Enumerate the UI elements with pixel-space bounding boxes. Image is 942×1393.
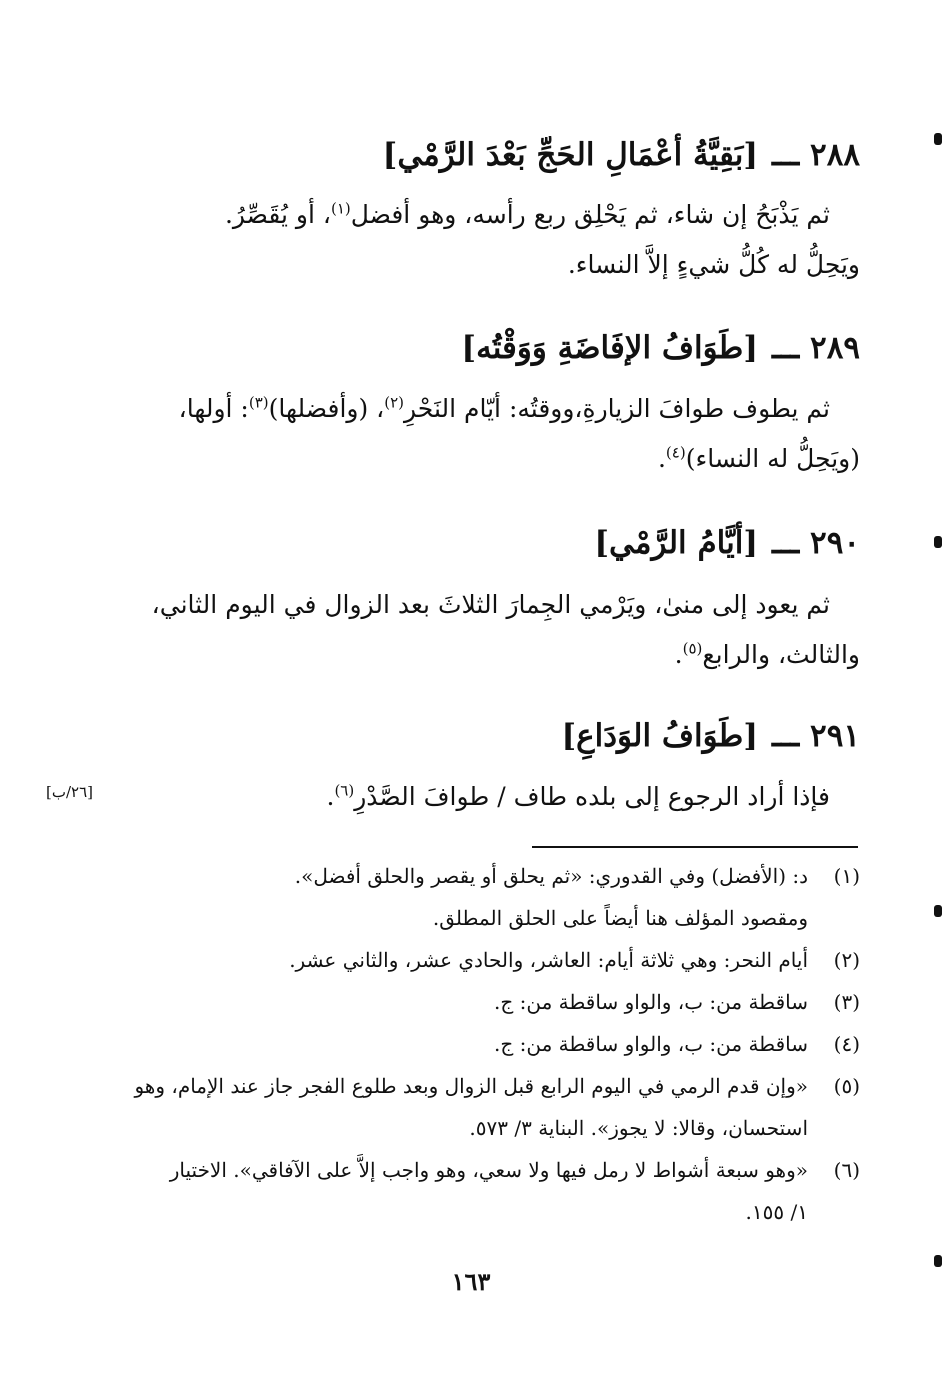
section-heading-290 [160,521,860,565]
footnote-line: استحسان، وقالا: لا يجوز». البناية ٣/ ٥٧٣. [469,1116,808,1140]
section-heading-288 [160,133,860,177]
footnotes [100,855,860,1233]
section-title: [بَقِيَّةُ أعْمَالِ الحَجِّ بَعْدَ الرَّمْي] [382,137,758,173]
line-text: . [657,444,666,473]
section-title: [أيَّامُ الرَّمْي] [594,525,758,561]
line-text: ثم يطوف طوافَ الزيارةِ،ووقتُه: أيّام النَحْرِ [404,394,830,423]
section-title: [طَوَافُ الإفَاضَةِ وَوَقْتُه] [461,330,758,366]
footnote-ref: (٥) [682,639,703,658]
scan-edge-mark [934,133,942,145]
line-text: والثالث، والرابع [702,640,860,669]
footnote-ref: (١) [330,199,351,218]
footnote-number: (١) [833,864,860,888]
footnote-line: ساقطة من: ب، والواو ساقطة من: ج. [494,1032,808,1056]
footnote-5 [100,1065,860,1149]
scan-edge-mark [934,536,942,548]
page-number: ١٦٣ [451,1267,491,1296]
footnote-line: «وهو سبعة أشواط لا رمل فيها ولا سعي، وهو واجب إلاَّ على الآفاقي». الاختيار [169,1158,808,1182]
footnote-line: أيام النحر: وهي ثلاثة أيام: العاشر، والحادي عشر، والثاني عشر. [289,948,808,972]
footnote-ref: (٤) [665,443,686,462]
line-text: ثم يَذْبَحُ إن شاء، ثم يَحْلِق ربع رأسه، وهو أفضل [350,200,830,229]
paragraph-line [140,190,860,240]
line-text: ، أو يُقَصِّرُ. [224,200,331,229]
footnote-text [100,1149,808,1233]
manuscript-folio-note: [٢٦/ب] [46,783,94,801]
section-number: ٢٩٠ ـــ [772,525,860,561]
section-body-291 [140,772,860,822]
footnote-ref: (٢) [384,393,405,412]
footnote-text [100,939,808,981]
footnote-text [100,981,808,1023]
footnote-1 [100,855,860,939]
scan-edge-mark [934,905,942,917]
footnote-text [100,855,808,939]
paragraph-line [140,434,860,484]
section-body-290 [140,580,860,680]
footnote-text [100,1065,808,1149]
paragraph-line [140,240,860,290]
line-text: فإذا أراد الرجوع إلى بلده طاف / طوافَ الصَّدْرِ [354,782,830,811]
footnote-line: ساقطة من: ب، والواو ساقطة من: ج. [494,990,808,1014]
line-text: . [326,782,335,811]
line-text: ، (وأفضلها) [268,394,385,423]
scan-edge-mark [934,1255,942,1267]
footnote-ref: (٦) [334,781,355,800]
line-text: ثم يعود إلى منىٰ، ويَرْمي الجِمارَ الثلاثَ بعد الزوال في اليوم الثاني، [151,590,830,619]
section-number: ٢٨٨ ـــ [772,137,860,173]
paragraph-line [140,772,860,822]
line-text: : أولها، [178,394,249,423]
line-text: . [674,640,683,669]
section-title: [طَوَافُ الوَدَاعِ] [561,718,758,754]
footnote-line: ١/ ١٥٥. [745,1200,808,1224]
footnote-number: (٦) [833,1158,860,1182]
section-number: ٢٨٩ ـــ [772,330,860,366]
footnote-line: د: (الأفضل) وفي القدوري: «ثم يحلق أو يقصر والحلق أفضل». [294,864,808,888]
paragraph-line [140,630,860,680]
footnote-ref: (٣) [248,393,269,412]
section-number: ٢٩١ ـــ [772,718,860,754]
section-body-289 [140,384,860,484]
footnote-separator [532,846,858,848]
footnote-number: (٣) [833,990,860,1014]
line-text: ويَحِلُّ له كُلُّ شيءٍ إلاَّ النساء. [567,250,860,279]
footnote-line: «وإن قدم الرمي في اليوم الرابع قبل الزوال وبعد طلوع الفجر جاز عند الإمام، وهو [134,1074,808,1098]
paragraph-line [140,384,860,434]
footnote-number: (٥) [833,1074,860,1098]
footnote-line: ومقصود المؤلف هنا أيضاً على الحلق المطلق. [432,906,808,930]
footnote-number: (٢) [833,948,860,972]
footnote-6 [100,1149,860,1233]
footnote-4 [100,1023,860,1065]
footnote-text [100,1023,808,1065]
section-heading-289 [160,326,860,370]
section-heading-291 [160,714,860,758]
footnote-number: (٤) [833,1032,860,1056]
line-text: (ويَحِلُّ له النساء) [685,444,860,473]
footnote-2 [100,939,860,981]
footnote-3 [100,981,860,1023]
paragraph-line [140,580,860,630]
section-body-288 [140,190,860,290]
